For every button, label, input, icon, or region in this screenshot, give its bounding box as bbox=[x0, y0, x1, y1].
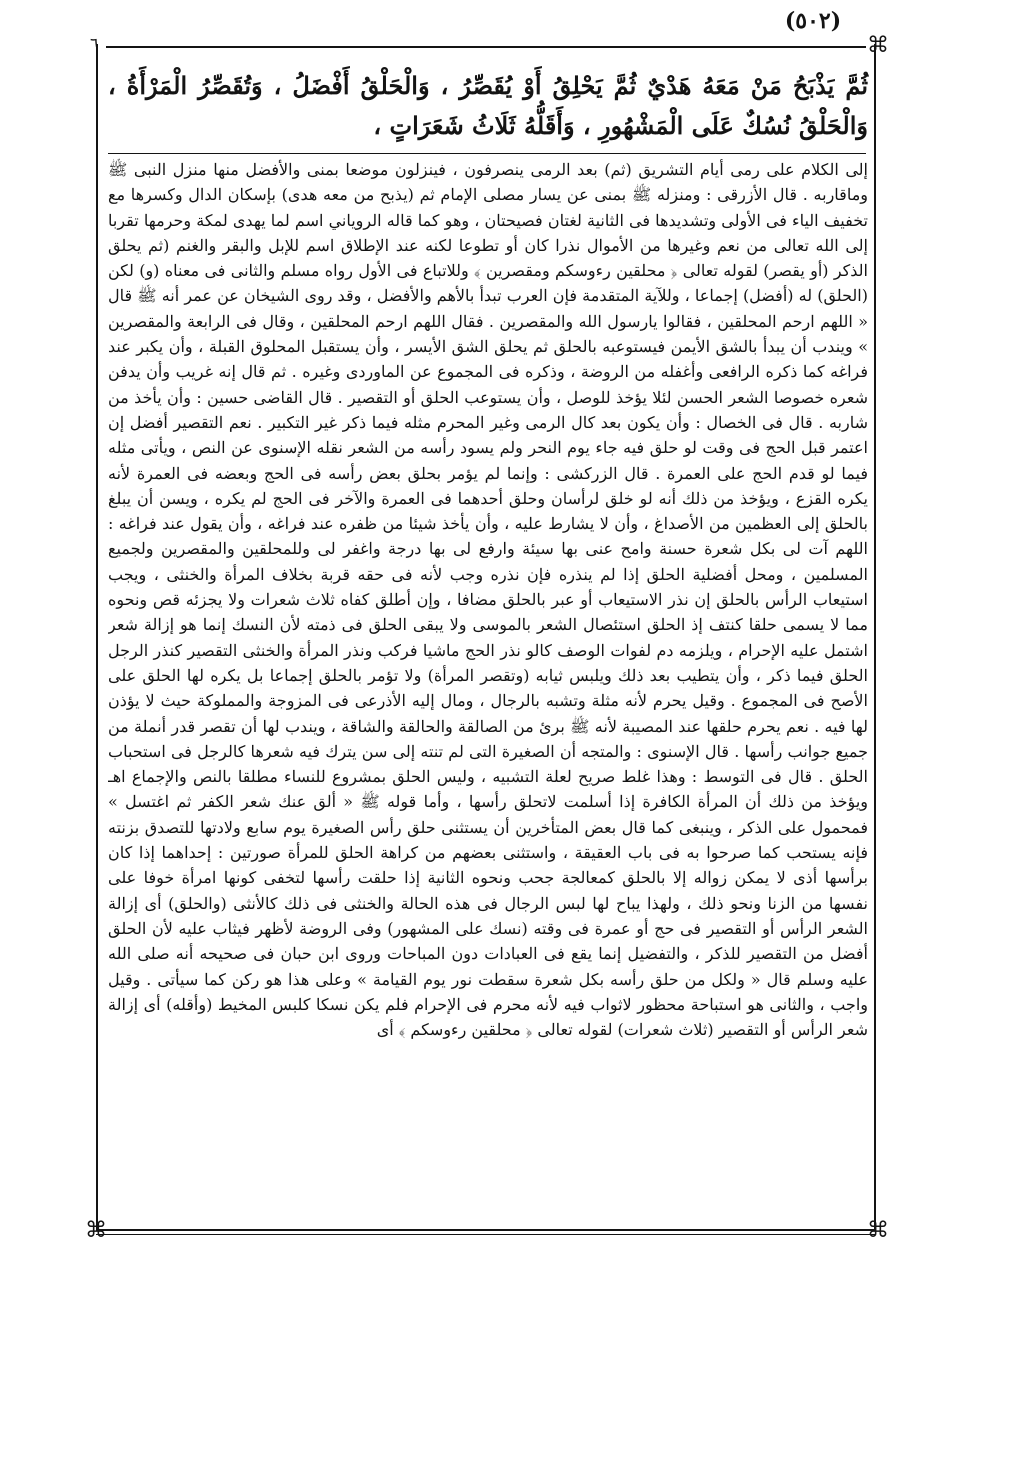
corner-ornament-icon: ⌘ bbox=[867, 33, 889, 58]
frame-left-rule bbox=[96, 44, 98, 1230]
main-text-block bbox=[108, 66, 868, 148]
section-divider bbox=[108, 153, 866, 154]
page-number: (٥٠٢) bbox=[784, 8, 842, 34]
corner-ornament-icon: ⌘ bbox=[867, 1218, 889, 1243]
commentary-text: إلى الكلام على رمى أيام التشريق (ثم) بعد الرمى ينصرفون ، فينزلون موضعا بمنى والأفضل منها منزل النبى ﷺ وماقاربه . قال الأزرقى : ومنزله ﷺ بمنى عن يسار مصلى الإمام ثم (يذبح من معه هدى) بإسكان الدال وكسرها مع تخفيف الياء فى الأولى وتشديدها فى الثانية لغتان فصيحتان ، وهو كما قاله الروياني اسم لما يهدى لمكة وحرمها تقربا إلى الله تعالى من نعم وغيرها من الأموال نذرا كان أو تطوعا لكنه عند الإطلاق اسم للإبل والبقر والغنم (ثم يحلق الذكر (أو يقصر) لقوله تعالى ﴿ محلقين رءوسكم ومقصرين ﴾ وللاتباع فى الأول رواه مسلم والثانى فى معناه (و) لكن (الحلق) له (أفضل) إجماعا ، وللآية المتقدمة فإن العرب تبدأ بالأهم والأفضل ، وقد روى الشيخان عن عمر أنه ﷺ قال « اللهم ارحم المحلقين ، فقالوا يارسول الله والمقصرين . فقال اللهم ارحم المحلقين ، وقال فى الرابعة والمقصرين » ويندب أن يبدأ بالشق الأيمن فيستوعبه بالحلق ثم يحلق الشق الأيسر ، وأن يستقبل المحلوق القبلة ، وأن يكبر عند فراغه كما ذكره الرافعى وأغفله من الروضة ، وذكره فى المجموع عن الماوردى وغيره . ثم قال إنه غريب وأن يدفن شعره خصوصا الشعر الحسن لئلا يؤخذ للوصل ، وأن يستوعب الحلق أو التقصير . قال القاضى حسين : وأن يأخذ من شاربه . قال فى الخصال : وأن يكون بعد كال الرمى وغير المحرم مثله فيما ذكر غير التكبير . نعم التقصير أفضل إن اعتمر قبل الحج فى وقت لو حلق فيه جاء يوم النحر ولم يسود رأسه من الشعر نقله الإسنوى عن النص ، ويأتى مثله فيما لو قدم الحج على العمرة . قال الزركشى : وإنما لم يؤمر بحلق بعض رأسه فى الحج وبعضه فى العمرة لأنه يكره القزع ، ويؤخذ من ذلك أنه لو خلق لرأسان وحلق أحدهما فى العمرة والآخر فى الحج لم يكره ، ويسن أن يبلغ بالحلق إلى العظمين من الأصداغ ، وأن لا يشارط عليه ، وأن يأخذ شيئا من ظفره عند فراغه ، وأن يقول عند فراغه : اللهم آت لى بكل شعرة حسنة وامح عنى بها سيئة وارفع لى بها درجة واغفر لى وللمحلقين والمقصرين ولجميع المسلمين ، ومحل أفضلية الحلق إذا لم ينذره فإن نذره وجب لأنه فى حقه قربة بخلاف المرأة والخنثى ، ويجب استيعاب الرأس بالحلق إن نذر الاستيعاب أو عبر بالحلق مضافا ، وإن أطلق كفاه ثلاث شعرات ولا يجزئه قص ونحوه مما لا يسمى حلقا كنتف إذ الحلق استئصال الشعر بالموسى ولا يبقى الحلق فى ذمته لأن النسك إنما هو إزالة شعر اشتمل عليه الإحرام ، ويلزمه دم لفوات الوصف كالو نذر الحج ماشيا فركب ونذر المرأة والخنثى التقصير كنذر الرجل الحلق فيما ذكر ، وأن يتطيب بعد ذلك ويلبس ثيابه (وتقصر المرأة) ولا تؤمر بالحلق إجماعا بل يكره لها الحلق على الأصح فى المجموع . وقيل يحرم لأنه مثلة وتشبه بالرجال ، ومال إليه الأذرعى فى المزوجة والمملوكة حيث لا يؤذن لها فيه . نعم يحرم حلقها عند المصيبة لأنه ﷺ برئ من الصالقة والحالقة والشاقة ، ويندب لها أن تقصر قدر أنملة من جميع جوانب رأسها . قال الإسنوى : والمتجه أن الصغيرة التى لم تنته إلى سن يترك فيه شعرها كالرجل فى استحباب الحلق . قال فى التوسط : وهذا غلط صريح لعلة التشبيه ، وليس الحلق بمشروع للنساء مطلقا بالنص والإجماع اهـ ويؤخذ من ذلك أن المرأة الكافرة إذا أسلمت لاتحلق رأسها ، وأما قوله ﷺ « ألق عنك شعر الكفر ثم اغتسل » فمحمول على الذكر ، وينبغى كما قال بعض المتأخرين أن يستثنى حلق رأس الصغيرة يوم سابع ولادتها للتصدق بزنته فإنه يستحب كما صرحوا به فى باب العقيقة ، واستثنى بعضهم من كراهة الحلق للمرأة صورتين : إحداهما إذا كان برأسها أذى لا يمكن زواله إلا بالحلق كمعالجة جحب ونحوه الثانية إذا حلقت رأسها لتخفى كونها امرأة خوفا على نفسها من الزنا ونحو ذلك ، ولهذا يباح لها لبس الرجال فى هذه الحالة والخنثى فى ذلك كالأنثى (والحلق) أى إزالة الشعر الرأس أو التقصير فى حج أو عمرة فى وقته (نسك على المشهور) وفى الروضة لأظهر فيثاب عليه لأن الحلق أفضل من التقصير للذكر ، والتفضيل إنما يقع فى العبادات دون المباحات وروى ابن حبان فى صحيحه أنه صلى الله عليه وسلم قال « ولكل من حلق رأسه بكل شعرة سقطت نور يوم القيامة » وعلى هذا هو ركن كما سيأتى . وقيل واجب ، والثانى هو استباحة محظور لاثواب فيه لأنه محرم فى الإحرام فلم يكن نسكا كلبس المخيط (وأقله) أى إزالة شعر الرأس أو التقصير (ثلاث شعرات) لقوله تعالى ﴿ محلقين رءوسكم ﴾ أى bbox=[108, 160, 868, 1040]
commentary-block bbox=[108, 157, 868, 1225]
main-text: ثُمَّ يَذْبَحُ مَنْ مَعَهُ هَدْيٌ ثُمَّ يَحْلِقُ أَوْ يُقَصِّرُ ، وَالْحَلْقُ أَفْضَلُ ، وَتُقَصِّرُ الْمَرْأَةُ ، وَالْحَلْقُ نُسُكٌ عَلَى الْمَشْهُورِ ، وَأَقَلُّهُ ثَلَاثُ شَعَرَاتٍ ، bbox=[108, 71, 868, 140]
header-rule bbox=[106, 46, 866, 48]
corner-ornament-icon: ⌘ bbox=[85, 1218, 107, 1243]
header-mark: ٦ bbox=[90, 34, 99, 53]
frame-bottom-rule bbox=[96, 1229, 876, 1231]
frame-right-rule bbox=[874, 44, 876, 1230]
frame-bottom-rule-thin bbox=[96, 1234, 876, 1235]
